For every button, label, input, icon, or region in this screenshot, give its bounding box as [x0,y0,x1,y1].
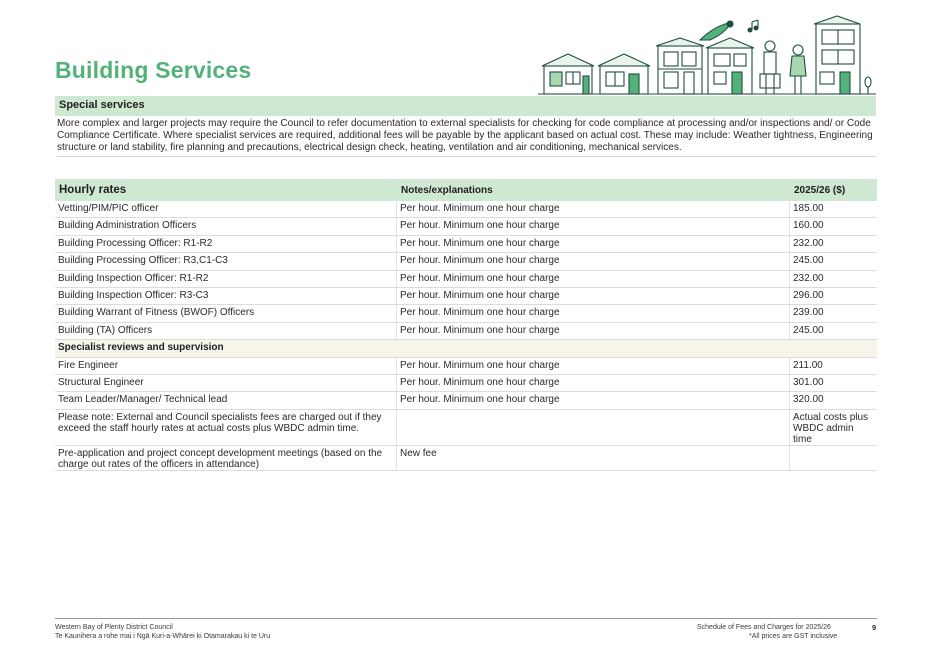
table-row [55,445,877,470]
table-row [55,374,877,391]
row-notes: Per hour. Minimum one hour charge [397,218,790,235]
section-heading-row [55,340,877,357]
row-fee: Actual costs plus WBDC admin time [790,409,878,445]
row-service: Vetting/PIM/PIC officer [55,201,397,218]
row-notes: Per hour. Minimum one hour charge [397,374,790,391]
row-fee: 232.00 [790,270,878,287]
footer-org-english: Western Bay of Plenty District Council [55,624,173,631]
person-1 [760,41,780,94]
row-fee: 160.00 [790,218,878,235]
house-5 [814,16,860,94]
row-notes: Per hour. Minimum one hour charge [397,287,790,304]
row-notes: Per hour. Minimum one hour charge [397,235,790,252]
row-service: Building Inspection Officer: R1-R2 [55,270,397,287]
footer-gst-note: *All prices are GST inclusive [749,633,838,640]
special-services-description: More complex and larger projects may require the Council to refer documentation to external specialists for checking for code compliance at processing and/or inspections and/ or Code Compliance Certificate. Where specialist services are required, additional fees will be payable by the applicant based on actual cost. These may include: Weather tightness, Engineering structure or land stability, fire planning and precautions, electrical design check, heating, ventilation and air conditioning, mechanical services. [57,118,877,157]
row-notes: Per hour. Minimum one hour charge [397,253,790,270]
table-row [55,305,877,322]
row-fee: 320.00 [790,392,878,409]
row-service: Building Inspection Officer: R3-C3 [55,287,397,304]
house-3 [656,38,704,94]
row-fee: 232.00 [790,235,878,252]
bird-icon [700,21,733,40]
table-row [55,322,877,339]
row-notes: Per hour. Minimum one hour charge [397,322,790,339]
row-service: Building Processing Officer: R1-R2 [55,235,397,252]
table-row [55,287,877,304]
row-fee: 296.00 [790,287,878,304]
footer-divider [55,618,877,619]
row-fee: 301.00 [790,374,878,391]
row-notes: Per hour. Minimum one hour charge [397,270,790,287]
house-4 [706,38,754,94]
row-service: Building Processing Officer: R3,C1-C3 [55,253,397,270]
row-service: Building Administration Officers [55,218,397,235]
table-row [55,270,877,287]
row-notes: Per hour. Minimum one hour charge [397,305,790,322]
special-services-heading: Special services [55,96,876,116]
header-notes: Notes/explanations [397,179,790,201]
table-row [55,253,877,270]
footer-org-maori: Te Kaunihera a rohe mai i Ngā Kuri-a-Whārei ki Otamarakau ki te Uru [55,633,271,640]
footer-doc-title: Schedule of Fees and Charges for 2025/26 [697,624,831,631]
table-row [55,201,877,218]
header-fee: 2025/26 ($) [790,179,878,201]
table-row [55,235,877,252]
table-row [55,409,877,445]
footer-organisation [55,623,270,641]
houses-illustration [538,14,878,98]
row-fee: 211.00 [790,357,878,374]
row-service: Structural Engineer [55,374,397,391]
row-service: Please note: External and Council specialists fees are charged out if they exceed the staff hourly rates at actual costs plus WBDC admin time. [55,409,397,445]
row-notes: Per hour. Minimum one hour charge [397,357,790,374]
row-notes: New fee [397,445,790,470]
row-fee: 185.00 [790,201,878,218]
house-2 [598,54,650,94]
section-heading: Specialist reviews and supervision [55,340,877,357]
table-row [55,357,877,374]
small-tree-icon [865,77,871,94]
header-hourly-rates: Hourly rates [55,179,397,201]
row-notes: Per hour. Minimum one hour charge [397,392,790,409]
row-fee: 239.00 [790,305,878,322]
row-service: Building Warrant of Fitness (BWOF) Officers [55,305,397,322]
table-row [55,392,877,409]
hourly-rates-table [55,179,877,471]
row-notes [397,409,790,445]
row-fee: 245.00 [790,322,878,339]
music-notes-icon [748,20,758,32]
footer-document-info [697,623,837,641]
person-2 [790,45,806,94]
house-1 [542,54,594,94]
row-service: Fire Engineer [55,357,397,374]
row-service: Building (TA) Officers [55,322,397,339]
row-service: Team Leader/Manager/ Technical lead [55,392,397,409]
row-service: Pre-application and project concept development meetings (based on the charge out rates of the officers in attendance) [55,445,397,470]
row-fee [790,445,878,470]
table-row [55,218,877,235]
table-header-row [55,179,877,201]
row-notes: Per hour. Minimum one hour charge [397,201,790,218]
row-fee: 245.00 [790,253,878,270]
page-title: Building Services [55,57,252,83]
page-number: 9 [872,623,877,632]
